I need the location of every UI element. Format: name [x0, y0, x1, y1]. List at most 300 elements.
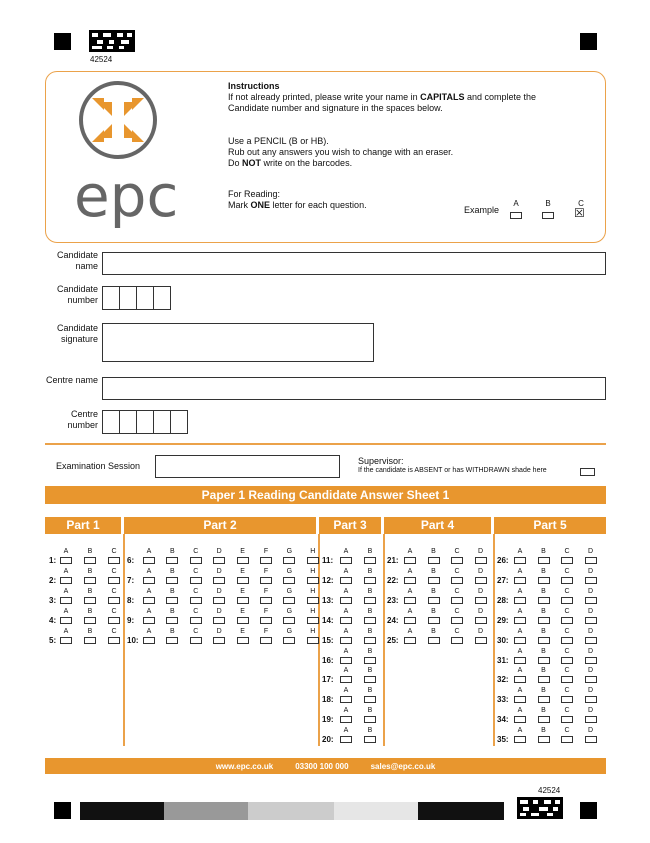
- option-letter: H: [310, 567, 316, 575]
- answer-bubble[interactable]: [364, 716, 376, 723]
- option-letter: C: [111, 627, 117, 635]
- answer-bubble[interactable]: [213, 637, 225, 644]
- question-number: 35:: [497, 735, 509, 745]
- part-4-header: Part 4: [384, 517, 491, 534]
- answer-bubble[interactable]: [307, 557, 319, 564]
- option-letter: C: [564, 567, 570, 575]
- answer-bubble[interactable]: [404, 597, 416, 604]
- answer-bubble[interactable]: [561, 716, 573, 723]
- answer-bubble[interactable]: [84, 597, 96, 604]
- question-number: 21:: [387, 556, 399, 565]
- instr-line5-b: NOT: [242, 158, 262, 168]
- candidate-number-cell[interactable]: [102, 286, 120, 310]
- answer-bubble[interactable]: [561, 657, 573, 664]
- option-letter: C: [454, 627, 460, 635]
- answer-bubble[interactable]: [538, 617, 550, 624]
- answer-bubble[interactable]: [340, 577, 352, 584]
- question-number: 19:: [322, 715, 334, 725]
- option-letter: B: [367, 567, 373, 575]
- grey-scale-bar-dark: [164, 802, 248, 820]
- answer-bubble[interactable]: [60, 557, 72, 564]
- option-letter: D: [587, 627, 594, 635]
- option-letter: A: [517, 707, 523, 715]
- candidate-number-cell[interactable]: [153, 286, 171, 310]
- question-number: 25:: [387, 635, 399, 645]
- answer-bubble[interactable]: [283, 557, 295, 564]
- option-letter: C: [564, 607, 570, 615]
- answer-bubble[interactable]: [451, 557, 463, 564]
- answer-bubble[interactable]: [364, 617, 376, 624]
- answer-bubble[interactable]: [364, 696, 376, 703]
- option-letter: A: [63, 607, 69, 615]
- option-letter: B: [367, 587, 373, 595]
- centre-number-label: Centre number: [67, 409, 98, 430]
- answer-bubble[interactable]: [561, 637, 573, 644]
- answer-bubble[interactable]: [364, 676, 376, 683]
- answer-bubble[interactable]: [514, 676, 526, 683]
- option-letter: A: [407, 567, 413, 575]
- answer-bubble[interactable]: [340, 557, 352, 564]
- answer-bubble[interactable]: [428, 617, 440, 624]
- option-letter: A: [146, 587, 152, 595]
- answer-bubble[interactable]: [428, 577, 440, 584]
- option-letter: A: [517, 548, 523, 555]
- answer-bubble[interactable]: [237, 557, 249, 564]
- form-code-top: 42524: [90, 55, 113, 64]
- option-letter: B: [541, 548, 546, 555]
- option-letter: B: [170, 607, 175, 615]
- answer-bubble[interactable]: [143, 637, 155, 644]
- answer-bubble[interactable]: [307, 597, 319, 604]
- answer-bubble[interactable]: [84, 637, 96, 644]
- answer-bubble[interactable]: [585, 617, 597, 624]
- candidate-number-cell[interactable]: [119, 286, 137, 310]
- answer-bubble[interactable]: [307, 637, 319, 644]
- option-letter: D: [587, 647, 594, 655]
- form-code-bottom: 42524: [538, 786, 561, 795]
- option-letter: G: [286, 567, 293, 575]
- option-letter: D: [477, 587, 484, 595]
- option-letter: C: [564, 647, 570, 655]
- option-letter: D: [587, 707, 594, 715]
- option-letter: C: [564, 587, 570, 595]
- examination-session-field[interactable]: [155, 455, 340, 478]
- answer-bubble[interactable]: [340, 676, 352, 683]
- answer-bubble[interactable]: [514, 617, 526, 624]
- answer-bubble[interactable]: [166, 617, 178, 624]
- answer-bubble[interactable]: [404, 577, 416, 584]
- centre-name-label: Centre name: [45, 375, 98, 385]
- instr-line7-c: letter for each question.: [270, 200, 367, 210]
- answer-bubble[interactable]: [514, 716, 526, 723]
- answer-bubble[interactable]: [283, 637, 295, 644]
- answer-bubble[interactable]: [340, 637, 352, 644]
- option-letter: D: [587, 587, 594, 595]
- option-letter: B: [87, 587, 93, 595]
- answer-bubble[interactable]: [404, 637, 416, 644]
- instr-line1-b: CAPITALS: [420, 92, 465, 102]
- answer-bubble[interactable]: [260, 577, 272, 584]
- answer-bubble[interactable]: [166, 577, 178, 584]
- answer-bubble[interactable]: [237, 577, 249, 584]
- answer-bubble[interactable]: [340, 696, 352, 703]
- answer-bubble[interactable]: [84, 577, 96, 584]
- example-letter-b: B: [545, 199, 551, 208]
- option-letter: A: [517, 647, 523, 655]
- option-letter: C: [454, 607, 460, 615]
- option-letter: A: [146, 548, 152, 555]
- answer-bubble[interactable]: [585, 736, 597, 743]
- question-number: 3:: [49, 595, 57, 605]
- option-letter: D: [587, 727, 594, 735]
- answer-bubble[interactable]: [538, 676, 550, 683]
- instr-line5-c: write on the barcodes.: [261, 158, 353, 168]
- instructions-line2: Candidate number and signature in the spaces below.: [228, 103, 443, 113]
- option-letter: B: [367, 707, 373, 715]
- option-letter: A: [517, 627, 523, 635]
- question-number: 20:: [322, 735, 334, 745]
- column-separator: [383, 534, 385, 746]
- option-letter: D: [216, 627, 222, 635]
- option-letter: B: [170, 548, 175, 555]
- option-letter: C: [193, 627, 199, 635]
- question-number: 31:: [497, 655, 509, 665]
- answer-bubble[interactable]: [364, 557, 376, 564]
- answer-bubble[interactable]: [213, 597, 225, 604]
- answer-bubble[interactable]: [451, 577, 463, 584]
- answer-bubble[interactable]: [475, 617, 487, 624]
- option-letter: B: [431, 627, 436, 635]
- answer-bubble[interactable]: [538, 577, 550, 584]
- answer-bubble[interactable]: [514, 577, 526, 584]
- option-letter: A: [146, 627, 152, 635]
- option-letter: H: [310, 587, 316, 595]
- answer-bubble[interactable]: [190, 577, 202, 584]
- option-letter: D: [477, 607, 484, 615]
- question-number: 5:: [49, 635, 57, 645]
- answer-bubble[interactable]: [340, 617, 352, 624]
- answer-bubble[interactable]: [428, 637, 440, 644]
- candidate-number-cell[interactable]: [136, 286, 154, 310]
- part-3-header: Part 3: [319, 517, 381, 534]
- answer-bubble[interactable]: [538, 736, 550, 743]
- answer-bubble[interactable]: [108, 577, 120, 584]
- answer-bubble[interactable]: [364, 657, 376, 664]
- answer-bubble[interactable]: [585, 696, 597, 703]
- option-letter: C: [193, 567, 199, 575]
- candidate-number-field[interactable]: [103, 286, 171, 310]
- answer-bubble[interactable]: [451, 617, 463, 624]
- option-letter: B: [367, 548, 373, 555]
- option-letter: C: [111, 548, 117, 555]
- question-number: 1:: [49, 556, 57, 565]
- question-number: 15:: [322, 635, 334, 645]
- option-letter: D: [477, 548, 484, 555]
- option-letter: G: [286, 587, 293, 595]
- option-letter: B: [431, 607, 436, 615]
- centre-number-cell[interactable]: [170, 410, 188, 434]
- instr-line1-a: If not already printed, please write your name in: [228, 92, 421, 102]
- answer-bubble[interactable]: [404, 557, 416, 564]
- instructions-line1: [228, 92, 536, 103]
- grey-scale-bar-mid: [248, 802, 334, 820]
- centre-number-cell[interactable]: [102, 410, 120, 434]
- answer-bubble[interactable]: [190, 617, 202, 624]
- answer-bubble[interactable]: [561, 676, 573, 683]
- option-letter: C: [111, 587, 117, 595]
- question-number: 16:: [322, 655, 334, 665]
- part-2-header: Part 2: [124, 517, 316, 534]
- question-number: 26:: [497, 556, 509, 565]
- registration-mark-bottom-left: [54, 802, 71, 819]
- option-letter: A: [407, 587, 413, 595]
- option-letter: C: [564, 727, 570, 735]
- option-letter: B: [367, 667, 373, 675]
- option-letter: A: [343, 707, 349, 715]
- answer-bubble[interactable]: [364, 637, 376, 644]
- option-letter: D: [587, 687, 594, 695]
- answer-bubble[interactable]: [307, 577, 319, 584]
- option-letter: B: [87, 607, 93, 615]
- barcode-bottom: [517, 797, 563, 819]
- question-number: 8:: [127, 595, 135, 605]
- answer-bubble[interactable]: [364, 577, 376, 584]
- option-letter: B: [367, 687, 373, 695]
- answer-bubble[interactable]: [340, 736, 352, 743]
- answer-bubble[interactable]: [307, 617, 319, 624]
- candidate-number-label: Candidate number: [56, 284, 98, 305]
- option-letter: F: [263, 627, 269, 635]
- answer-bubble[interactable]: [538, 597, 550, 604]
- answer-bubble[interactable]: [475, 577, 487, 584]
- registration-mark-top-left: [54, 33, 71, 50]
- instructions-line6: For Reading:: [228, 189, 281, 199]
- answer-bubble[interactable]: [514, 557, 526, 564]
- examination-session-label: Examination Session: [56, 461, 141, 471]
- answer-bubble[interactable]: [143, 597, 155, 604]
- option-letter: H: [310, 627, 316, 635]
- answer-bubble[interactable]: [213, 577, 225, 584]
- answer-bubble[interactable]: [514, 657, 526, 664]
- answer-bubble[interactable]: [237, 597, 249, 604]
- answer-bubble[interactable]: [237, 637, 249, 644]
- option-letter: E: [240, 567, 245, 575]
- option-letter: A: [343, 587, 349, 595]
- answer-bubble[interactable]: [260, 557, 272, 564]
- option-letter: A: [407, 548, 413, 555]
- answer-bubble[interactable]: [364, 736, 376, 743]
- option-letter: B: [431, 567, 436, 575]
- answer-bubble[interactable]: [213, 557, 225, 564]
- answer-bubble[interactable]: [190, 597, 202, 604]
- answer-bubble[interactable]: [451, 597, 463, 604]
- answer-bubble[interactable]: [475, 637, 487, 644]
- answer-bubble[interactable]: [514, 696, 526, 703]
- question-number: 34:: [497, 715, 509, 725]
- option-letter: C: [564, 548, 570, 555]
- option-letter: B: [541, 607, 546, 615]
- centre-number-field[interactable]: [103, 410, 188, 434]
- option-letter: F: [263, 607, 269, 615]
- grey-scale-bar-black-2: [418, 802, 504, 820]
- divider-line: [45, 443, 606, 445]
- answer-bubble[interactable]: [340, 716, 352, 723]
- absent-withdrawn-box[interactable]: [580, 468, 595, 476]
- answer-bubble[interactable]: [143, 617, 155, 624]
- candidate-name-label: Candidate name: [56, 250, 98, 271]
- answer-bubble[interactable]: [364, 597, 376, 604]
- centre-number-cell[interactable]: [153, 410, 171, 434]
- option-letter: C: [111, 567, 117, 575]
- question-number: 6:: [127, 556, 135, 565]
- instr-line7-a: Mark: [228, 200, 251, 210]
- option-letter: A: [63, 627, 69, 635]
- answer-bubble[interactable]: [538, 637, 550, 644]
- answer-bubble[interactable]: [585, 557, 597, 564]
- answer-bubble[interactable]: [190, 637, 202, 644]
- example-letter-a: A: [513, 199, 519, 208]
- answer-bubble[interactable]: [60, 637, 72, 644]
- answer-bubble[interactable]: [283, 617, 295, 624]
- option-letter: C: [564, 667, 570, 675]
- answer-bubble[interactable]: [514, 597, 526, 604]
- answer-bubble[interactable]: [260, 637, 272, 644]
- answer-bubble[interactable]: [143, 557, 155, 564]
- candidate-signature-field[interactable]: [102, 323, 374, 362]
- answer-bubble[interactable]: [585, 597, 597, 604]
- answer-bubble[interactable]: [561, 557, 573, 564]
- answer-bubble[interactable]: [108, 557, 120, 564]
- answer-bubble[interactable]: [451, 637, 463, 644]
- answer-bubble[interactable]: [475, 597, 487, 604]
- answer-bubble[interactable]: [166, 637, 178, 644]
- column-separator: [493, 534, 495, 746]
- answer-bubble[interactable]: [561, 736, 573, 743]
- option-letter: B: [541, 727, 546, 735]
- option-letter: G: [286, 627, 293, 635]
- answer-bubble[interactable]: [538, 557, 550, 564]
- answer-bubble[interactable]: [166, 597, 178, 604]
- answer-bubble[interactable]: [260, 617, 272, 624]
- option-letter: E: [240, 587, 245, 595]
- question-number: 24:: [387, 615, 399, 625]
- answer-bubble[interactable]: [561, 577, 573, 584]
- answer-bubble[interactable]: [428, 597, 440, 604]
- answer-bubble[interactable]: [166, 557, 178, 564]
- example-box-b: [542, 212, 554, 219]
- answer-bubble[interactable]: [84, 617, 96, 624]
- option-letter: B: [367, 607, 373, 615]
- answer-bubble[interactable]: [108, 597, 120, 604]
- registration-mark-bottom-right: [580, 802, 597, 819]
- answer-bubble[interactable]: [585, 577, 597, 584]
- answer-bubble[interactable]: [538, 696, 550, 703]
- option-letter: A: [63, 548, 69, 555]
- option-letter: B: [367, 627, 373, 635]
- option-letter: C: [193, 548, 199, 555]
- answer-bubble[interactable]: [283, 597, 295, 604]
- answer-bubble[interactable]: [561, 696, 573, 703]
- option-letter: F: [263, 587, 269, 595]
- question-number: 18:: [322, 695, 334, 705]
- answer-bubble[interactable]: [475, 557, 487, 564]
- option-letter: A: [517, 567, 523, 575]
- answer-bubble[interactable]: [538, 657, 550, 664]
- footer-phone: 03300 100 000: [295, 761, 349, 771]
- option-letter: B: [367, 727, 373, 735]
- option-letter: A: [146, 607, 152, 615]
- barcode-top: [89, 30, 135, 52]
- logo-text: epc: [74, 162, 179, 230]
- question-number: 28:: [497, 595, 509, 605]
- centre-name-field[interactable]: [102, 377, 606, 400]
- answer-bubble[interactable]: [60, 617, 72, 624]
- option-letter: D: [587, 548, 594, 555]
- answer-bubble[interactable]: [514, 637, 526, 644]
- answer-bubble[interactable]: [538, 716, 550, 723]
- example-label: Example: [464, 205, 500, 215]
- question-number: 11:: [322, 556, 334, 565]
- answer-bubble[interactable]: [404, 617, 416, 624]
- instr-line7-b: ONE: [250, 200, 271, 210]
- answer-bubble[interactable]: [237, 617, 249, 624]
- answer-bubble[interactable]: [428, 557, 440, 564]
- answer-bubble[interactable]: [84, 557, 96, 564]
- answer-bubble[interactable]: [60, 597, 72, 604]
- answer-bubble[interactable]: [283, 577, 295, 584]
- answer-bubble[interactable]: [108, 637, 120, 644]
- option-letter: A: [343, 687, 349, 695]
- option-letter: B: [541, 707, 546, 715]
- option-letter: B: [170, 587, 175, 595]
- option-letter: H: [310, 607, 316, 615]
- answer-bubble[interactable]: [585, 716, 597, 723]
- answer-bubble[interactable]: [108, 617, 120, 624]
- option-letter: A: [517, 587, 523, 595]
- option-letter: F: [263, 567, 269, 575]
- column-separator: [123, 534, 125, 746]
- answer-bubble[interactable]: [143, 577, 155, 584]
- instr-line5-a: Do: [228, 158, 243, 168]
- option-letter: B: [87, 567, 93, 575]
- option-letter: A: [343, 647, 349, 655]
- option-letter: A: [343, 567, 349, 575]
- answer-bubble[interactable]: [260, 597, 272, 604]
- centre-number-cell[interactable]: [119, 410, 137, 434]
- answer-bubble[interactable]: [60, 577, 72, 584]
- answer-bubble[interactable]: [514, 736, 526, 743]
- centre-number-cell[interactable]: [136, 410, 154, 434]
- option-letter: A: [407, 607, 413, 615]
- answer-bubble[interactable]: [561, 597, 573, 604]
- answer-bubble[interactable]: [561, 617, 573, 624]
- answer-bubble[interactable]: [585, 657, 597, 664]
- option-letter: B: [170, 567, 175, 575]
- option-letter: C: [454, 587, 460, 595]
- answer-bubble[interactable]: [190, 557, 202, 564]
- question-number: 23:: [387, 595, 399, 605]
- answer-bubble[interactable]: [213, 617, 225, 624]
- answer-bubble[interactable]: [340, 597, 352, 604]
- option-letter: G: [286, 607, 293, 615]
- option-letter: A: [146, 567, 152, 575]
- answer-bubble[interactable]: [585, 637, 597, 644]
- option-letter: C: [564, 627, 570, 635]
- answer-bubble[interactable]: [585, 676, 597, 683]
- option-letter: D: [216, 567, 222, 575]
- answer-bubble[interactable]: [340, 657, 352, 664]
- candidate-name-field[interactable]: [102, 252, 606, 275]
